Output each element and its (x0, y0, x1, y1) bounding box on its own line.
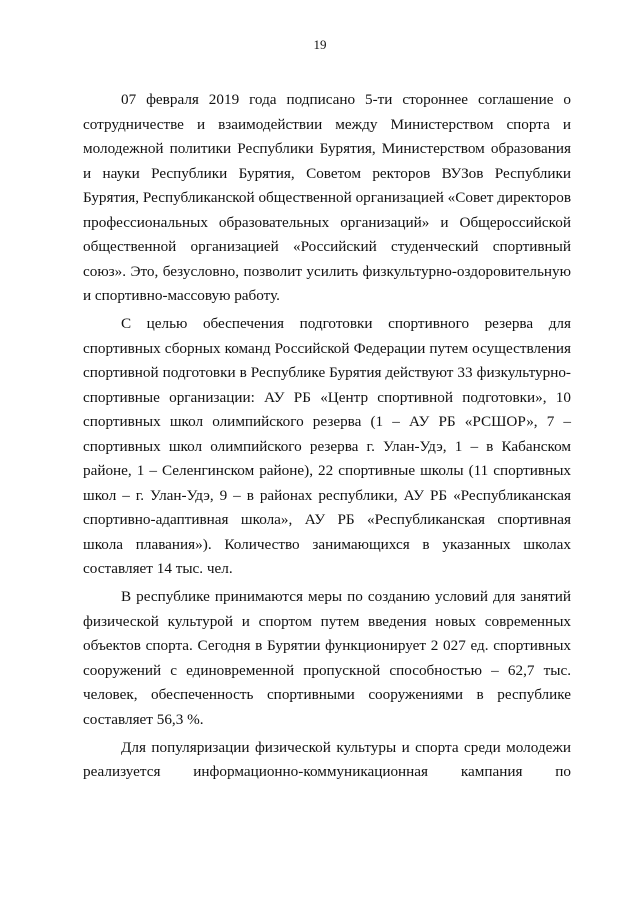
paragraph-sports-reserve: С целью обеспечения подготовки спортивного резерва для спортивных сборных команд Российской Федерации путем осуществления спортивной подготовки в Республике Бурятия действуют 33 физкультурно-спортивные организации: АУ РБ «Центр спортивной подготовки», 10 спортивных школ олимпийского резерва (1 – АУ РБ «РСШОР», 7 – спортивных школ олимпийского резерва г. Улан-Удэ, 1 – в Кабанском районе, 1 – Селенгинском районе), 22 спортивные школы (11 спортивных школ – г. Улан-Удэ, 9 – в районах республики, АУ РБ «Республиканская спортивно-адаптивная школа», АУ РБ «Республиканская спортивная школа плавания»). Количество занимающихся в указанных школах составляет 14 тыс. чел. (83, 315, 571, 577)
page-number: 19 (313, 37, 327, 52)
paragraph-sports-facilities: В республике принимаются меры по созданию условий для занятий физической культурой и спортом путем введения новых современных объектов спорта. Сегодня в Бурятии функционирует 2 027 ед. спортивных сооружений с единовременной пропускной способностью – 62,7 тыс. человек, обеспеченность спортивными сооружениями в республике составляет 56,3 %. (83, 588, 571, 728)
paragraph-popularization: Для популяризации физической культуры и спорта среди молодежи реализуется информационно-коммуникационная кампания по (83, 738, 571, 780)
paragraph-agreement: 07 февраля 2019 года подписано 5-ти стороннее соглашение о сотрудничестве и взаимодействии между Министерством спорта и молодежной политики Республики Бурятия, Министерством образования и науки Республики Бурятия, Советом ректоров ВУЗов Республики Бурятия, Республиканской общественной организацией «Совет директоров профессиональных образовательных организаций» и Общероссийской общественной организацией «Российский студенческий спортивный союз». Это, безусловно, позволит усилить физкультурно-оздоровительную и спортивно-массовую работу. (83, 91, 571, 304)
body-text (83, 88, 571, 788)
